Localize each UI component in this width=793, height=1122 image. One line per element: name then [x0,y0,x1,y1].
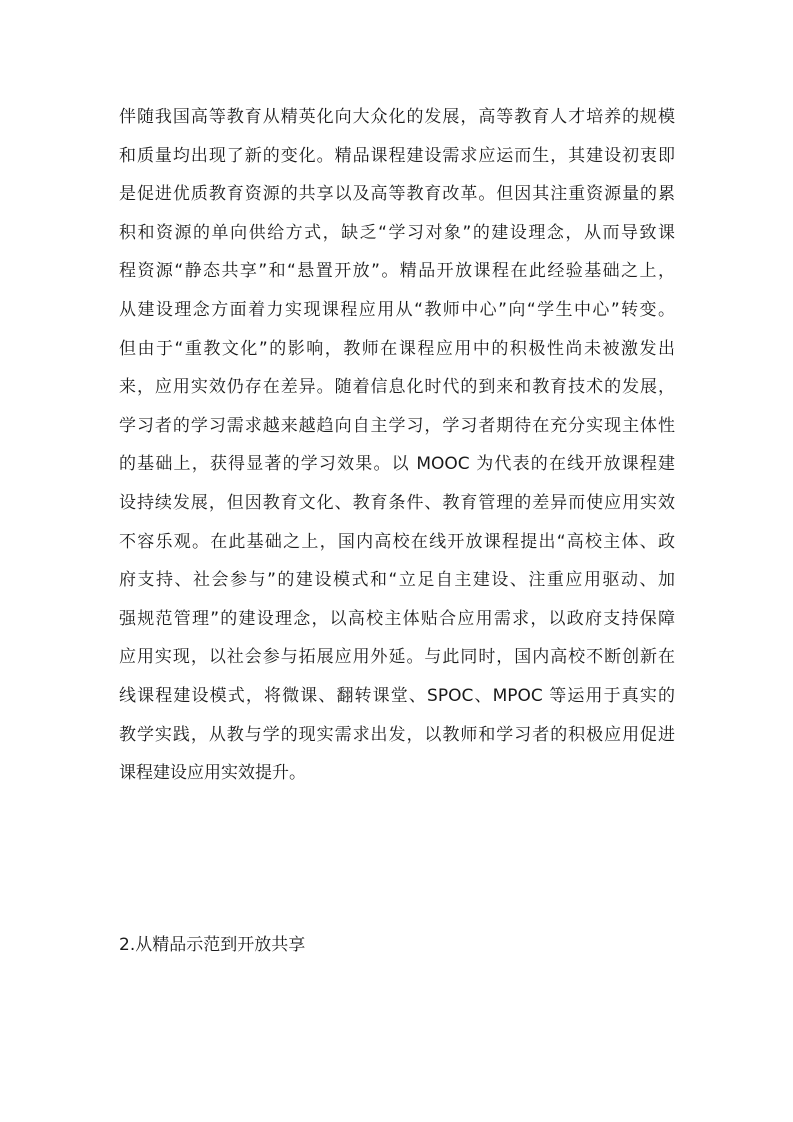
paragraph-line: 和质量均出现了新的变化。精品课程建设需求应运而生，其建设初衷即 [119,145,675,166]
paragraph-line: 线课程建设模式，将微课、翻转课堂、SPOC、MPOC 等运用于真实的 [119,685,675,706]
body-paragraph [119,98,675,793]
paragraph-line: 强规范管理”的建设理念，以高校主体贴合应用需求，以政府支持保障 [119,608,675,629]
paragraph-line: 课程建设应用实效提升。 [119,763,306,784]
paragraph-line: 积和资源的单向供给方式，缺乏“学习对象”的建设理念，从而导致课 [119,222,675,243]
paragraph-line: 不容乐观。在此基础之上，国内高校在线开放课程提出“高校主体、政 [119,531,675,552]
paragraph-line: 是促进优质教育资源的共享以及高等教育改革。但因其注重资源量的累 [119,184,675,205]
paragraph-line: 伴随我国高等教育从精英化向大众化的发展，高等教育人才培养的规模 [119,107,675,127]
paragraph-line: 来，应用实效仍存在差异。随着信息化时代的到来和教育技术的发展， [119,377,675,398]
paragraph-line: 学习者的学习需求越来越趋向自主学习，学习者期待在充分实现主体性 [119,415,675,436]
paragraph-line: 教学实践，从教与学的现实需求出发，以教师和学习者的积极应用促进 [119,724,675,745]
paragraph-line: 府支持、社会参与”的建设模式和“立足自主建设、注重应用驱动、加 [119,570,675,591]
section-heading: 2.从精品示范到开放共享 [119,935,306,955]
paragraph-line: 程资源“静态共享”和“悬置开放”。精品开放课程在此经验基础之上， [119,261,675,282]
paragraph-line: 设持续发展，但因教育文化、教育条件、教育管理的差异而使应用实效 [119,492,675,513]
paragraph-line: 但由于“重教文化”的影响，教师在课程应用中的积极性尚未被激发出 [119,338,675,359]
paragraph-line: 的基础上，获得显著的学习效果。以 MOOC 为代表的在线开放课程建 [119,454,675,475]
paragraph-line: 应用实现，以社会参与拓展应用外延。与此同时，国内高校不断创新在 [119,647,675,668]
paragraph-line: 从建设理念方面着力实现课程应用从“教师中心”向“学生中心”转变。 [119,299,675,320]
